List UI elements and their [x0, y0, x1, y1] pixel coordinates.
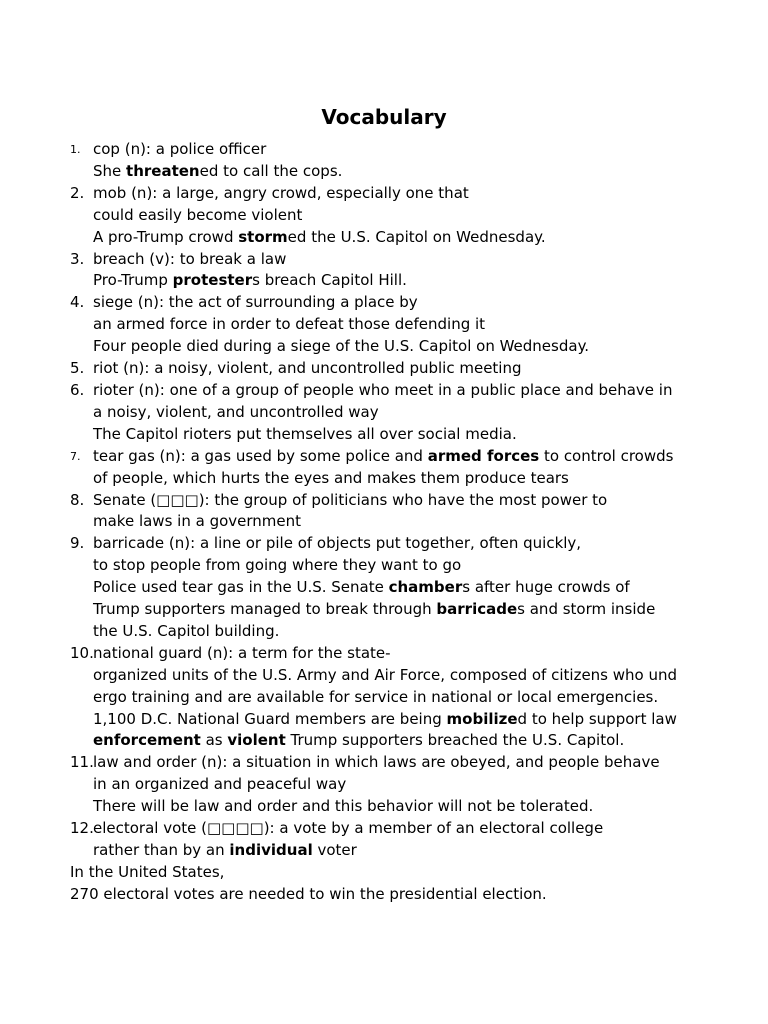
list-number: 11.: [70, 753, 94, 772]
line-text: cop (n): a police officer: [93, 140, 267, 158]
line-text: The Capitol rioters put themselves all over social media.: [93, 424, 517, 443]
line-text: as: [200, 731, 228, 750]
vocab-text-line: [70, 687, 730, 709]
vocab-text-line: [70, 577, 730, 599]
list-number: 2.: [70, 183, 85, 202]
vocab-entry-line: [70, 643, 730, 665]
vocab-text-line: [70, 709, 730, 731]
line-text: could easily become violent: [93, 205, 303, 224]
list-number: 5.: [70, 359, 85, 378]
vocab-text-line: [70, 884, 730, 906]
list-number: 9.: [70, 534, 85, 553]
line-text: the U.S. Capitol building.: [93, 621, 280, 640]
vocab-entry-line: [70, 358, 730, 380]
line-text: ed to call the cops.: [199, 161, 343, 180]
vocab-text-line: [70, 314, 730, 336]
line-text: There will be law and order and this behavior will not be tolerated.: [93, 797, 594, 816]
vocab-entry-line: [70, 249, 730, 271]
page-title: Vocabulary: [321, 105, 447, 129]
vocab-text-line: [70, 774, 730, 796]
line-text: riot (n): a noisy, violent, and uncontrolled public meeting: [93, 359, 522, 378]
list-number: 1.: [70, 143, 81, 156]
line-text: s breach Capitol Hill.: [252, 271, 407, 290]
line-text: law and order (n): a situation in which laws are obeyed, and people behave: [93, 753, 660, 772]
bold-keyword: mobilize: [446, 709, 518, 728]
line-text: d to help support law: [517, 709, 677, 728]
vocab-text-line: [70, 270, 730, 292]
vocab-text-line: [70, 227, 730, 249]
vocab-entry-line: [70, 292, 730, 314]
list-number: 4.: [70, 293, 85, 312]
list-number: 7.: [70, 449, 81, 463]
vocab-entry-line: [70, 818, 730, 840]
line-text: organized units of the U.S. Army and Air Force, composed of citizens who und: [93, 665, 678, 684]
line-text: to stop people from going where they want to go: [93, 556, 462, 575]
line-text: in an organized and peaceful way: [93, 775, 347, 794]
list-number: 3.: [70, 249, 85, 268]
vocab-entry-line: [70, 490, 730, 512]
list-number: 6.: [70, 380, 85, 399]
list-number: 12.: [70, 819, 94, 838]
vocab-text-line: [70, 665, 730, 687]
line-text: s and storm inside: [517, 600, 656, 619]
vocab-text-line: [70, 402, 730, 424]
line-text: electoral vote (□□□□): a vote by a member of an electoral college: [93, 819, 604, 838]
vocab-text-line: [70, 336, 730, 358]
vocab-text-line: [70, 468, 730, 490]
line-text: breach (v): to break a law: [93, 249, 287, 268]
line-text: an armed force in order to defeat those defending it: [93, 315, 486, 334]
line-text: mob (n): a large, angry crowd, especially one that: [93, 183, 469, 202]
vocab-text-line: [70, 424, 730, 446]
bold-keyword: protester: [172, 271, 253, 290]
list-number: 8.: [70, 490, 85, 509]
vocab-entry-line: [70, 533, 730, 555]
line-text: tear gas (n): a gas used by some police and: [93, 446, 428, 465]
line-text: national guard (n): a term for the state-: [93, 643, 391, 662]
line-text: She: [93, 161, 127, 180]
vocab-text-line: [70, 599, 730, 621]
line-text: make laws in a government: [93, 512, 302, 531]
vocab-entry-line: [70, 752, 730, 774]
vocab-text-line: [70, 161, 730, 183]
line-text: ed the U.S. Capitol on Wednesday.: [287, 227, 546, 246]
line-text: of people, which hurts the eyes and makes them produce tears: [93, 468, 569, 487]
line-text: 1,100 D.C. National Guard members are being: [93, 709, 447, 728]
line-text: Trump supporters breached the U.S. Capitol.: [285, 731, 625, 750]
line-text: ergo training and are available for service in national or local emergencies.: [93, 687, 659, 706]
vocab-text-line: [70, 730, 730, 752]
line-text: Senate (□□□): the group of politicians who have the most power to: [93, 490, 608, 509]
vocab-text-line: [70, 621, 730, 643]
bold-keyword: violent: [227, 731, 286, 750]
line-text: barricade (n): a line or pile of objects put together, often quickly,: [93, 534, 582, 553]
line-text: rioter (n): one of a group of people who meet in a public place and behave in: [93, 380, 673, 399]
bold-keyword: storm: [238, 227, 288, 246]
line-text: to control crowds: [539, 446, 674, 465]
vocab-text-line: [70, 511, 730, 533]
bold-keyword: chamber: [388, 578, 463, 597]
line-text: 270 electoral votes are needed to win the presidential election.: [70, 884, 547, 903]
vocab-text-line: [70, 555, 730, 577]
line-text: Trump supporters managed to break through: [93, 600, 437, 619]
list-number: 10.: [70, 643, 94, 662]
vocab-text-line: [70, 205, 730, 227]
vocab-entry-line: [70, 139, 730, 161]
vocab-text-line: [70, 840, 730, 862]
line-text: rather than by an: [93, 841, 230, 859]
vocab-text-line: [70, 862, 730, 884]
line-text: siege (n): the act of surrounding a place by: [93, 293, 418, 312]
bold-keyword: armed forces: [427, 446, 540, 465]
vocabulary-list: [70, 139, 730, 906]
line-text: In the United States,: [70, 862, 225, 881]
line-text: s after huge crowds of: [462, 578, 630, 597]
bold-keyword: individual: [229, 841, 313, 859]
line-text: Pro-Trump: [93, 271, 173, 290]
bold-keyword: barricade: [436, 600, 518, 619]
line-text: Police used tear gas in the U.S. Senate: [93, 578, 389, 597]
vocab-entry-line: [70, 446, 730, 468]
bold-keyword: threaten: [126, 161, 200, 180]
vocab-entry-line: [70, 183, 730, 205]
line-text: voter: [312, 841, 357, 859]
vocab-entry-line: [70, 380, 730, 402]
line-text: Four people died during a siege of the U.S. Capitol on Wednesday.: [93, 337, 590, 356]
bold-keyword: enforcement: [93, 731, 201, 750]
line-text: a noisy, violent, and uncontrolled way: [93, 402, 379, 421]
vocab-text-line: [70, 796, 730, 818]
line-text: A pro-Trump crowd: [93, 227, 239, 246]
